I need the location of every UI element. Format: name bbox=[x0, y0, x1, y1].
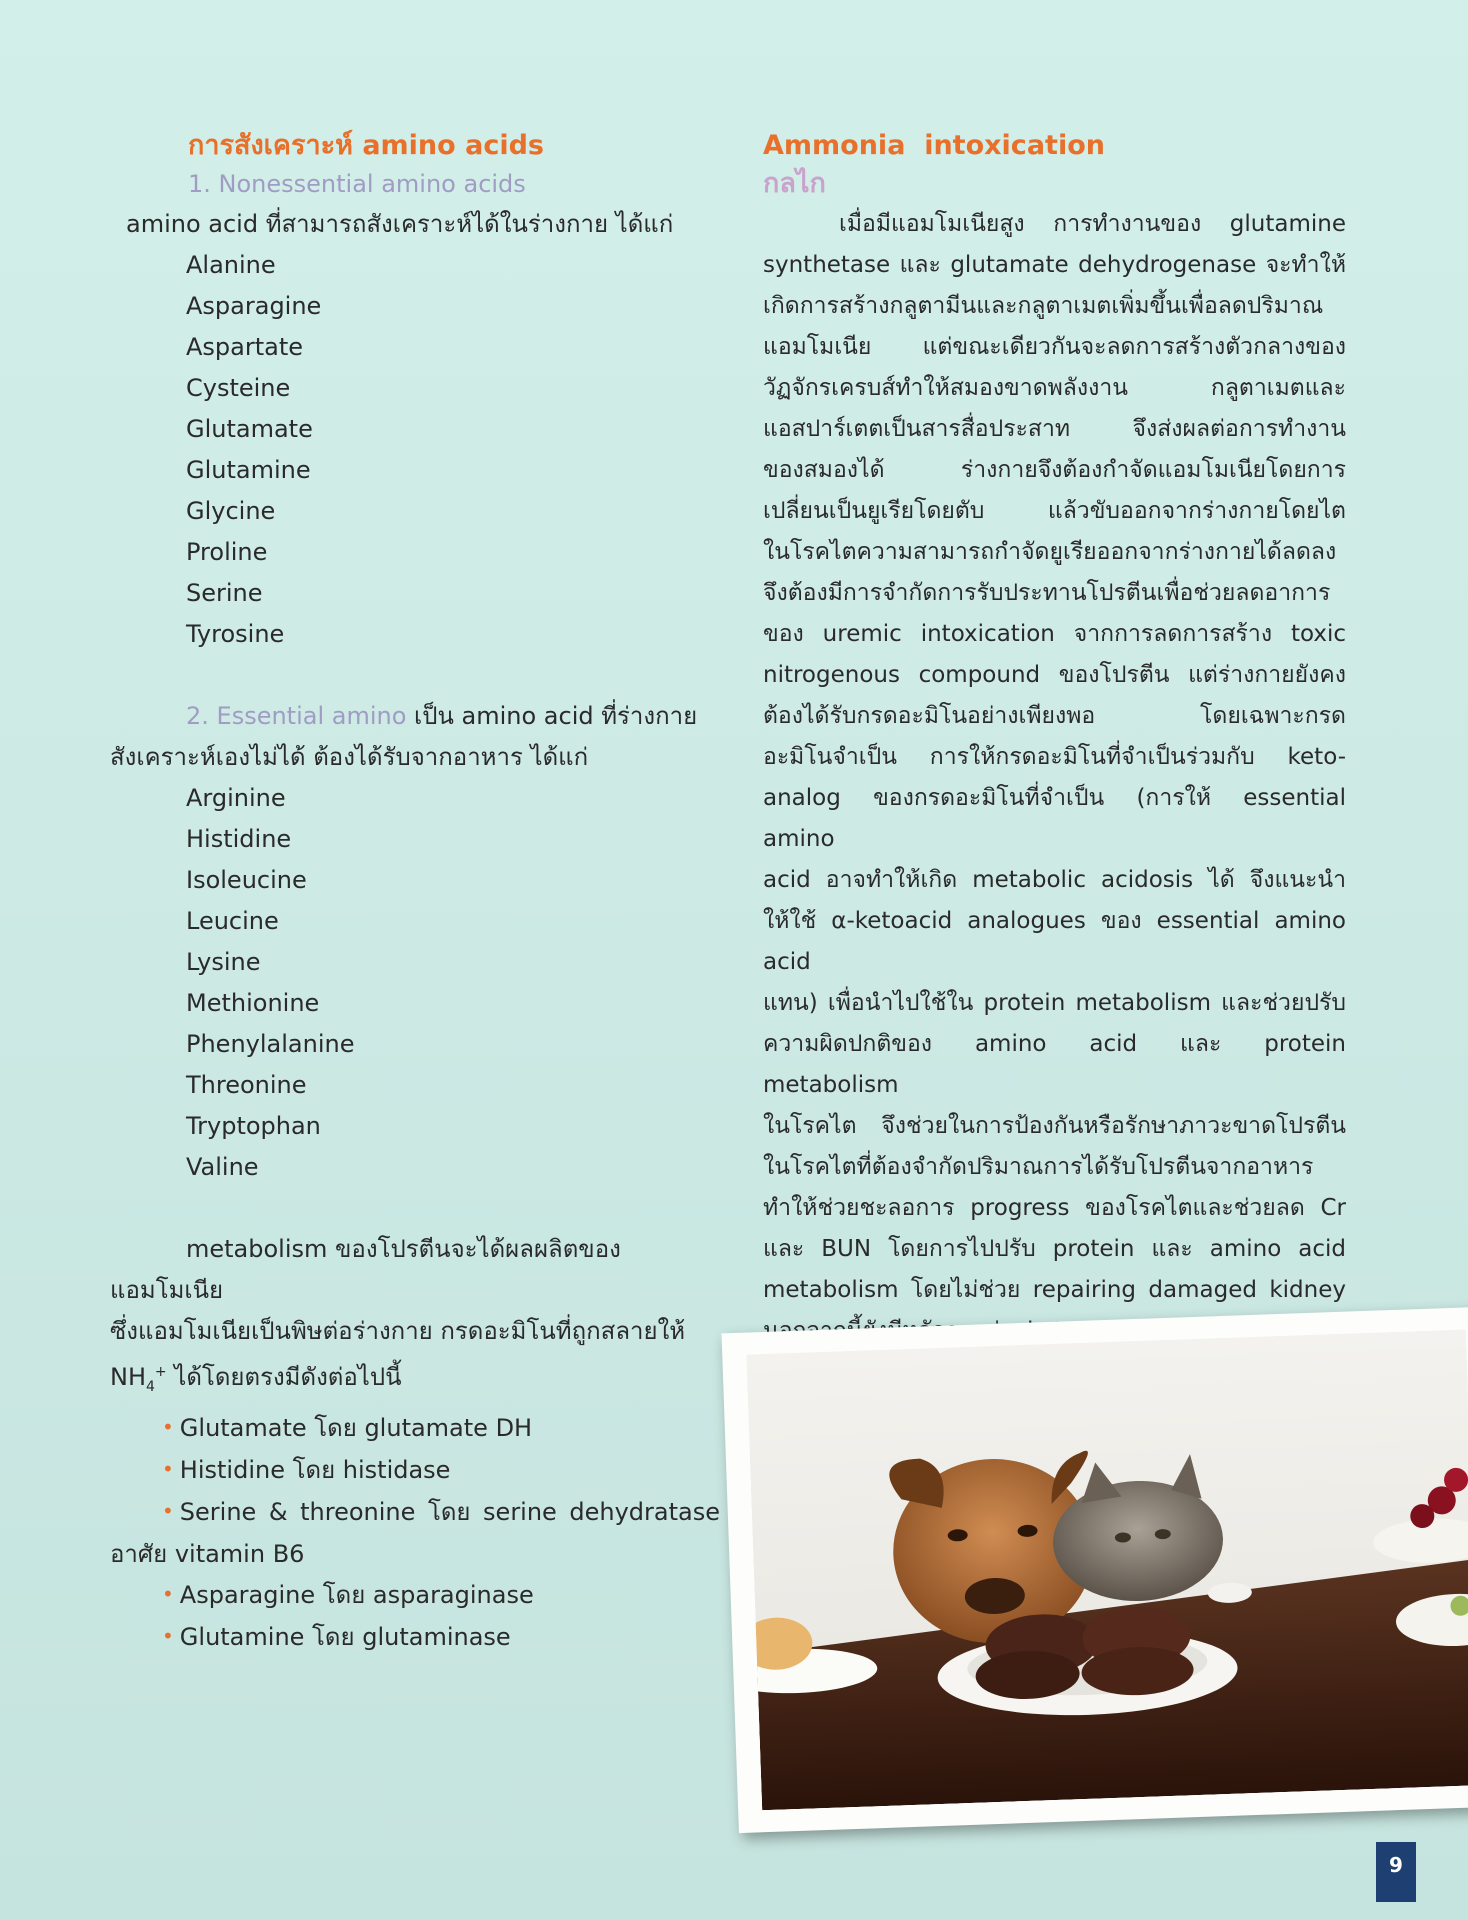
left-column bbox=[110, 128, 720, 1659]
mechanism-paragraph: เมื่อมีแอมโมเนียสูง การทำงานของ glutamine synthetase และ glutamate dehydrogenase จะทำให้ เกิดการสร้างกลูตามีนและกลูตาเมตเพิ่มขึ้นเพื่อลดปริมาณ แอมโมเนีย แต่ขณะเดียวกันจะลดการสร้างตัวกลางของ วัฏจักรเครบส์ทำให้สมองขาดพลังงาน กลูตาเมตและ แอสปาร์เตตเป็นสารสื่อประสาท จึงส่งผลต่อการทำงาน ของสมองได้ ร่างกายจึงต้องกำจัดแอมโมเนียโดยการ เปลี่ยนเป็นยูเรียโดยตับ แล้วขับออกจากร่างกายโดยไต ในโรคไตความสามารถกำจัดยูเรียออกจากร่างกายได้ลดลง จึงต้องมีการจำกัดการรับประทานโปรตีนเพื่อช่วยลดอาการ ของ uremic intoxication จากการลดการสร้าง toxic nitrogenous compound ของโปรตีน แต่ร่างกายยังคง ต้องได้รับกรดอะมิโนอย่างเพียงพอ โดยเฉพาะกรด อะมิโนจำเป็น การให้กรดอะมิโนที่จำเป็นร่วมกับ keto- analog ของกรดอะมิโนที่จำเป็น (การให้ essential amino acid อาจทำให้เกิด metabolic acidosis ได้ จึงแนะนำ ให้ใช้ α-ketoacid analogues ของ essential amino acid แทน) เพื่อนำไปใช้ใน protein metabolism และช่วยปรับ ความผิดปกติของ amino acid และ protein metabolism ในโรคไต จึงช่วยในการป้องกันหรือรักษาภาวะขาดโปรตีน ในโรคไตที่ต้องจำกัดปริมาณการได้รับโปรตีนจากอาหาร ทำให้ช่วยชะลอการ progress ของโรคไตและช่วยลด Cr และ BUN โดยการไปปรับ protein และ amino acid metabolism โดยไม่ช่วย repairing damaged kidney bbox=[763, 211, 1346, 1303]
list-item: Proline bbox=[186, 538, 268, 566]
bullet-icon: • bbox=[162, 1456, 174, 1481]
essential-list bbox=[110, 778, 720, 1188]
list-item: Methionine bbox=[186, 989, 320, 1017]
page-number: 9 bbox=[1376, 1842, 1416, 1902]
list-item: • Asparagine โดย asparaginase bbox=[162, 1580, 534, 1609]
list-item: Tryptophan bbox=[186, 1112, 321, 1140]
nonessential-intro: amino acid ที่สามารถสังเคราะห์ได้ในร่างกาย ได้แก่ bbox=[126, 210, 674, 238]
synthesis-heading: การสังเคราะห์ amino acids bbox=[188, 130, 544, 161]
list-item: • Serine & threonine โดย serine dehydratase bbox=[162, 1497, 720, 1526]
right-column bbox=[763, 128, 1346, 1434]
list-item: • Glutamate โดย glutamate DH bbox=[162, 1413, 533, 1442]
list-item: Cysteine bbox=[186, 374, 291, 402]
list-item-cont: อาศัย vitamin B6 bbox=[110, 1539, 305, 1568]
metabolism-line2: ซึ่งแอมโมเนียเป็นพิษต่อร่างกาย กรดอะมิโนที่ถูกสลายให้ bbox=[110, 1317, 686, 1345]
list-item: Glutamate bbox=[186, 415, 313, 443]
list-item: Arginine bbox=[186, 784, 286, 812]
photo-illustration bbox=[746, 1329, 1468, 1810]
dog-cat-meat-photo bbox=[746, 1329, 1468, 1810]
list-item: Histidine bbox=[186, 825, 292, 853]
essential-title: 2. Essential amino bbox=[186, 702, 407, 730]
nonessential-list bbox=[110, 245, 720, 655]
bullet-icon: • bbox=[162, 1414, 174, 1439]
list-item: Phenylalanine bbox=[186, 1030, 355, 1058]
metabolism-line3: $NH_4^+$ ได้โดยตรงมีดังต่อไปนี้ bbox=[110, 1363, 402, 1395]
bullet-icon: • bbox=[162, 1581, 174, 1606]
ammonia-heading: Ammonia intoxication bbox=[763, 130, 1105, 161]
metabolism-line1: metabolism ของโปรตีนจะได้ผลผลิตของแอมโมเนีย bbox=[110, 1235, 621, 1304]
bullet-icon: • bbox=[162, 1623, 174, 1648]
nonessential-title: 1. Nonessential amino acids bbox=[188, 170, 526, 198]
list-item: Lysine bbox=[186, 948, 261, 976]
list-item: Isoleucine bbox=[186, 866, 307, 894]
list-item: Serine bbox=[186, 579, 263, 607]
list-item: Alanine bbox=[186, 251, 276, 279]
list-item: Aspartate bbox=[186, 333, 304, 361]
essential-intro-cont: สังเคราะห์เองไม่ได้ ต้องได้รับจากอาหาร ได้แก่ bbox=[110, 743, 589, 771]
list-item: Leucine bbox=[186, 907, 279, 935]
photo-frame bbox=[722, 1307, 1468, 1833]
list-item: Glycine bbox=[186, 497, 276, 525]
essential-intro: 2. Essential amino เป็น amino acid ที่ร่างกาย bbox=[186, 702, 698, 730]
mechanism-subheading: กลไก bbox=[763, 168, 826, 199]
enzyme-bullet-list bbox=[110, 1408, 720, 1659]
list-item: Asparagine bbox=[186, 292, 322, 320]
list-item: Valine bbox=[186, 1153, 259, 1181]
bullet-icon: • bbox=[162, 1498, 174, 1523]
list-item: Tyrosine bbox=[186, 620, 285, 648]
list-item: • Glutamine โดย glutaminase bbox=[162, 1622, 511, 1651]
list-item: Glutamine bbox=[186, 456, 311, 484]
list-item: Threonine bbox=[186, 1071, 307, 1099]
list-item: • Histidine โดย histidase bbox=[162, 1455, 451, 1484]
